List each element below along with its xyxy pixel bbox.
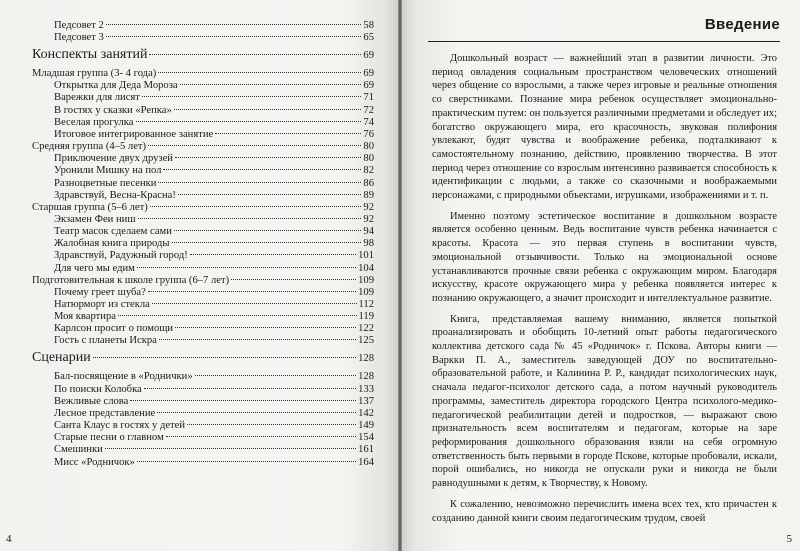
toc-leader-dots	[174, 109, 362, 110]
toc-entry-title: Санта Клаус в гостях у детей	[54, 420, 186, 432]
toc-page-number: 69	[363, 68, 374, 80]
toc-entry-title: Младшая группа (3- 4 года)	[32, 68, 157, 80]
toc-entry-title: Для чего мы едим	[54, 262, 135, 274]
toc-leader-dots	[137, 267, 356, 268]
toc-leader-dots	[195, 375, 356, 376]
toc-entry-title: Веселая прогулка	[54, 116, 134, 128]
toc-entry-title: Почему греет шуба?	[54, 286, 146, 298]
toc-page-number: 109	[358, 286, 374, 298]
toc-page-number: 80	[363, 141, 374, 153]
toc-entry-title: Лесное представление	[54, 407, 156, 419]
toc-page-number: 86	[363, 177, 374, 189]
page-number-right: 5	[786, 533, 792, 545]
toc-entry	[54, 432, 374, 444]
toc-leader-dots	[150, 206, 362, 207]
toc-leader-dots	[148, 145, 361, 146]
toc-leader-dots	[178, 194, 362, 195]
toc-leader-dots	[130, 400, 356, 401]
toc-entry-title: Разноцветные песенки	[54, 177, 157, 189]
toc-entry-title: Уронили Мишку на пол	[54, 165, 162, 177]
toc-page-number: 82	[363, 165, 374, 177]
paragraph: Именно поэтому эстетическое воспитание в дошкольном возрасте является особенно ценным. Ведь воспитание чувств ребенка начинается с красоты. Красота — это первая ступень в воспитании чувств, эмоциональной отзывчивости. Только на эмоциональной основе устанавливаются прочные связи ребенка с окружающим миром. Благодаря искусству, красоте окружающего мира у ребенка появляется интерес к познанию окружающего, а значит происходит и интеллектуальное развитие.	[432, 210, 777, 304]
toc-entry-title: Моя квартира	[54, 311, 116, 323]
toc-leader-dots	[175, 327, 356, 328]
toc-entry	[54, 263, 374, 275]
toc-entry	[54, 129, 374, 141]
toc-page-number: 101	[358, 250, 374, 262]
toc-leader-dots	[190, 254, 356, 255]
toc-page-number: 58	[363, 20, 374, 31]
toc-entry-title: Театр масок сделаем сами	[54, 226, 172, 238]
toc-leader-dots	[93, 357, 356, 358]
toc-group	[32, 141, 374, 153]
toc-page-number: 161	[358, 444, 374, 456]
toc-entry	[54, 444, 374, 456]
toc-entry-title: Открытка для Деда Мороза	[54, 80, 178, 92]
toc-page-number: 89	[363, 189, 374, 201]
toc-entry-title: Конспекты занятий	[32, 47, 148, 63]
toc-entry	[54, 105, 374, 117]
toc-entry-title: Экзамен Феи ниш	[54, 213, 136, 225]
toc-leader-dots	[180, 84, 362, 85]
toc-page-number: 164	[358, 456, 374, 468]
toc-page-number: 76	[363, 128, 374, 140]
toc-entry	[54, 178, 374, 190]
toc-leader-dots	[137, 461, 356, 462]
toc-leader-dots	[138, 218, 362, 219]
toc-leader-dots	[106, 36, 362, 37]
toc-page-number: 125	[358, 335, 374, 347]
toc-entry	[54, 165, 374, 177]
toc-page-number: 119	[358, 311, 374, 323]
toc-page-number: 128	[358, 353, 374, 365]
paragraph: Дошкольный возраст — важнейший этап в развитии личности. Это период овладения социальным пространством человеческих отношений через общение со взрослыми, а также через игровые и реальные отношения со сверстниками. Познание мира ребенок осуществляет эмоционально-практическим путем: он пользуется различными предметами и обследует их; богатство окружающего мира, его красочность, звуковая полифония увлекают, будят чувства и воображение ребенка, подталкивают к самостоятельному познанию, действию, проявлению творчества. В этот период через отношение со взрослым интенсивно развивается способность к идентификации с людьми, а также со сказочными и воображаемыми персонажами, с природными объектами, игрушками, изображениями и т. п.	[432, 53, 777, 202]
toc-page-number: 80	[363, 153, 374, 165]
toc-leader-dots	[105, 448, 356, 449]
toc-page-number: 112	[358, 299, 374, 310]
toc-entry	[54, 32, 374, 44]
toc-leader-dots	[175, 157, 361, 158]
toc-entry	[54, 250, 374, 262]
toc-entry-title: Подготовительная к школе группа (6–7 лет)	[32, 274, 230, 286]
toc-section	[32, 350, 374, 367]
toc-leader-dots	[106, 24, 362, 25]
toc-entry-title: Итоговое интегрированное занятие	[54, 128, 214, 140]
toc-entry-title: Здравствуй, Весна-Красна!	[54, 189, 176, 201]
toc-entry-title: Средняя группа (4–5 лет)	[32, 141, 147, 153]
chapter-title: Введение	[704, 16, 780, 33]
toc-entry-title: Приключение двух друзей	[54, 153, 173, 165]
toc-page-number: 128	[358, 371, 374, 383]
toc-page-number: 104	[358, 262, 374, 274]
toc-leader-dots	[158, 182, 361, 183]
toc-entry	[54, 384, 374, 396]
toc-page-number: 74	[363, 116, 374, 128]
page-number-left: 4	[6, 533, 12, 545]
toc-entry	[54, 92, 374, 104]
toc-group	[32, 275, 374, 287]
toc-page-number: 94	[363, 226, 374, 238]
toc-entry	[54, 226, 374, 238]
toc-page-number: 65	[363, 32, 374, 44]
toc-entry	[54, 80, 374, 92]
toc-entry-title: Жалобная книга природы	[54, 238, 170, 250]
toc-leader-dots	[231, 279, 356, 280]
toc-entry-title: Гость с планеты Искра	[54, 335, 157, 347]
toc-leader-dots	[215, 133, 361, 134]
toc-entry	[54, 117, 374, 129]
toc-page-number: 109	[358, 274, 374, 286]
toc-entry	[54, 287, 374, 299]
toc-entry-title: Сценарии	[32, 350, 91, 366]
toc-page-number: 149	[358, 420, 374, 432]
toc-page-number: 69	[363, 50, 374, 62]
toc-leader-dots	[157, 412, 356, 413]
toc-group	[32, 202, 374, 214]
toc-page-number: 72	[363, 104, 374, 116]
title-rule	[428, 41, 780, 42]
toc-page-number: 98	[363, 238, 374, 250]
toc-leader-dots	[158, 72, 361, 73]
toc-page-number: 137	[358, 395, 374, 407]
toc-page-number: 69	[363, 80, 374, 92]
toc-page-number: 133	[358, 383, 374, 395]
toc-leader-dots	[172, 242, 362, 243]
toc-leader-dots	[152, 303, 357, 304]
toc-page-number: 154	[358, 432, 374, 444]
toc-entry	[54, 323, 374, 335]
toc-page-number: 92	[363, 201, 374, 213]
toc-entry	[54, 408, 374, 420]
toc-entry	[54, 335, 374, 347]
toc-entry-title: Старшая группа (5–6 лет)	[32, 201, 148, 213]
toc-leader-dots	[118, 315, 357, 316]
toc-entry-title: Бал-посвящение в «Роднички»	[54, 371, 193, 383]
paragraph: К сожалению, невозможно перечислить имена всех тех, кто причастен к созданию данной книги своим педагогическим трудом, своей	[432, 498, 777, 524]
toc-entry	[54, 371, 374, 383]
toc-entry	[54, 457, 374, 469]
right-page	[402, 0, 800, 551]
toc-page-number: 71	[363, 92, 374, 104]
toc-entry	[54, 238, 374, 250]
toc-entry-title: Старые песни о главном	[54, 432, 164, 444]
toc-leader-dots	[149, 54, 361, 55]
toc-entry	[54, 214, 374, 226]
toc-entry-title: Варежки для лисят	[54, 92, 140, 104]
toc-entry-title: Педсовет 2	[54, 20, 104, 31]
toc-leader-dots	[166, 436, 356, 437]
toc-entry	[54, 299, 374, 311]
toc-leader-dots	[174, 230, 362, 231]
toc-entry-title: В гостях у сказки «Репка»	[54, 104, 172, 116]
toc-leader-dots	[148, 291, 356, 292]
toc-entry	[54, 20, 374, 32]
toc-entry-title: По поиски Колобка	[54, 383, 142, 395]
paragraph: Книга, представляемая вашему вниманию, является попыткой проанализировать и обобщить 10-летний опыт работы педагогического коллектива детского сада № 45 «Родничок» г. Пскова. Авторы книги — Варкки П. А., заместитель заведующей ДОУ по воспитательно-образовательной работе, и Калинина Р. Р., кандидат психологических наук, сначала педагог-психолог детского сада, а потом научный руководитель программы, заместитель директора городского Центра психолого-медико-педагогической реабилитации детей и подростков, — выражают свою признательность всем воспитателям и педагогам, которые на заре реформирования дошкольного образования взяли на себя огромную ответственность быть первыми в городе Пскове, которые пробовали, искали, порой ошибались, но никогда не опускали руки и никогда не были равнодушными к детям, к Творчеству, к Новому.	[432, 313, 777, 490]
toc-leader-dots	[159, 339, 356, 340]
toc-entry	[54, 153, 374, 165]
toc-entry	[54, 420, 374, 432]
toc-section	[32, 47, 374, 64]
toc-leader-dots	[144, 388, 356, 389]
left-page	[0, 0, 398, 551]
toc-leader-dots	[187, 424, 356, 425]
toc-leader-dots	[136, 121, 362, 122]
toc-entry-title: Карлсон просит о помощи	[54, 323, 174, 335]
toc-entry-title: Вежливые слова	[54, 395, 129, 407]
toc-entry	[54, 396, 374, 408]
toc-group	[32, 68, 374, 80]
toc-leader-dots	[142, 96, 361, 97]
toc-page-number: 92	[363, 213, 374, 225]
toc-entry	[54, 190, 374, 202]
toc-page-number: 122	[358, 323, 374, 335]
toc-entry-title: Натюрморт из стекла	[54, 299, 150, 310]
toc-leader-dots	[163, 169, 361, 170]
toc-entry-title: Мисс «Родничок»	[54, 456, 135, 468]
toc-entry-title: Педсовет 3	[54, 32, 104, 44]
toc-entry-title: Здравствуй, Радужный город!	[54, 250, 188, 262]
toc-entry	[54, 311, 374, 323]
toc-entry-title: Смешинки	[54, 444, 103, 456]
toc-page-number: 142	[358, 407, 374, 419]
body-text	[432, 52, 777, 532]
